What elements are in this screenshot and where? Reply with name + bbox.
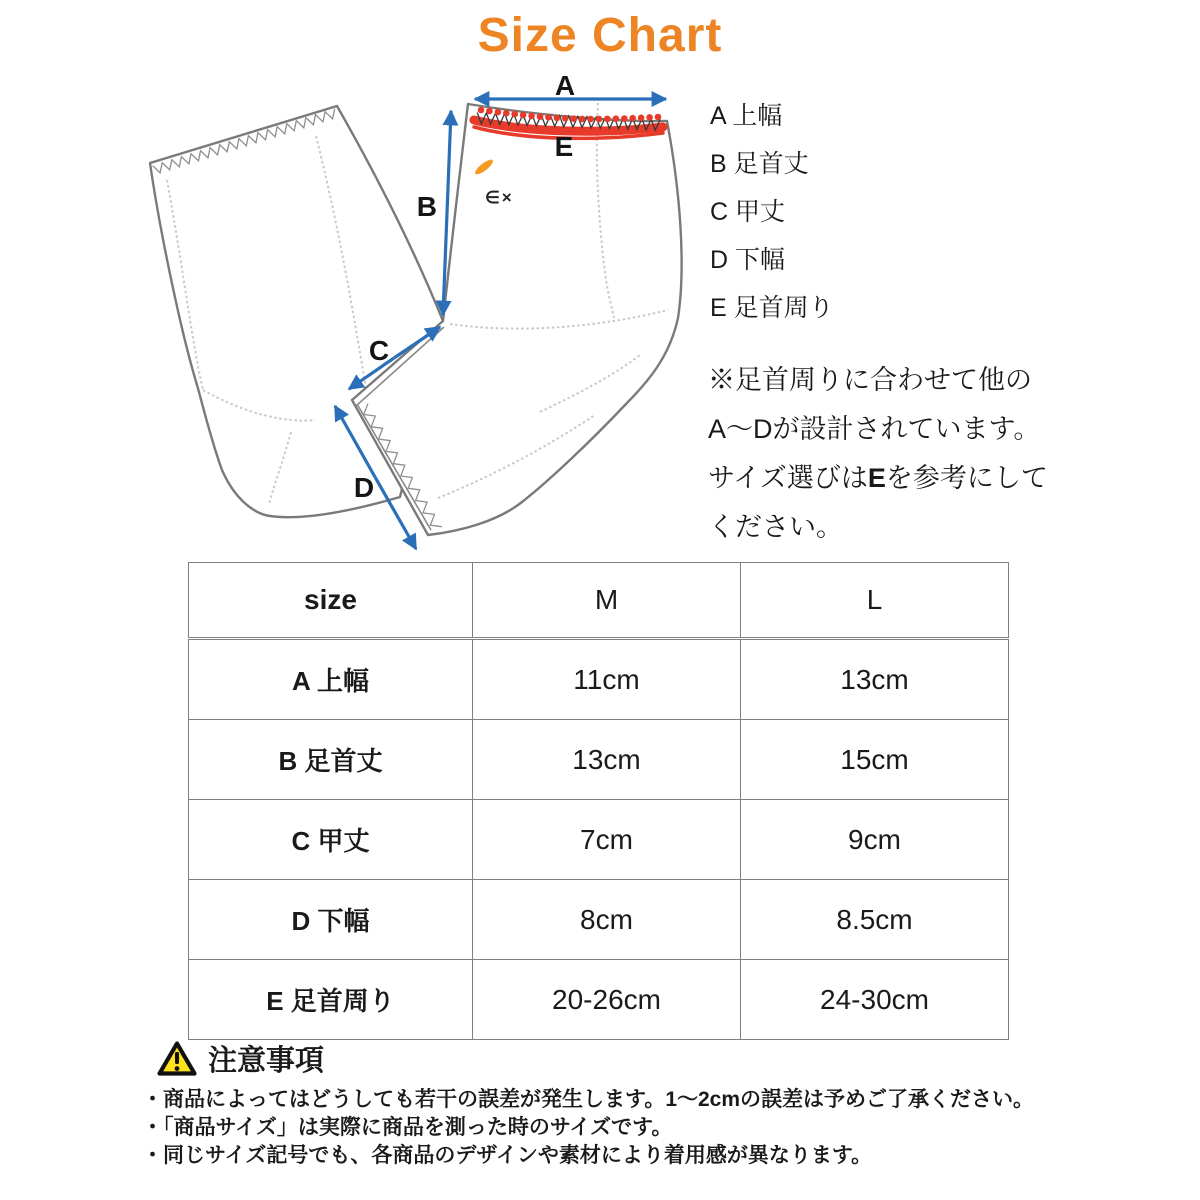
note-line: ※足首周りに合わせて他の [708, 365, 1032, 395]
table-header-size: size [189, 563, 473, 639]
label-a: A [554, 70, 576, 101]
notice-bullet: ・商品によってはどうしても若干の誤差が発生します。1〜2cmの誤差は予めご了承ください。 [142, 1088, 1035, 1111]
sock-measurement-diagram [115, 60, 715, 570]
notice-bullet: ・「商品サイズ」は実際に商品を測った時のサイズです。 [142, 1116, 673, 1139]
notice-heading [156, 1038, 324, 1079]
size-table [188, 562, 1009, 1040]
warning-icon [156, 1040, 198, 1078]
notice-heading-text: 注意事項 [208, 1045, 325, 1077]
table-header-l: L [741, 563, 1009, 639]
legend-item: E 足首周り [710, 294, 834, 322]
table-row: A 上幅 11cm 13cm [189, 639, 1009, 720]
label-c: C [368, 335, 390, 366]
legend-item: C 甲丈 [710, 198, 786, 226]
label-e: E [554, 131, 574, 162]
table-row: E 足首周り 20-26cm 24-30cm [189, 960, 1009, 1040]
measurement-legend [710, 92, 834, 332]
note-line: A〜Dが設計されています。 [708, 414, 1041, 444]
logo-text: ∈× [485, 188, 514, 207]
note-line: ください。 [708, 512, 843, 542]
legend-item: B 足首丈 [710, 150, 809, 178]
legend-item: D 下幅 [710, 246, 786, 274]
table-row: B 足首丈 13cm 15cm [189, 720, 1009, 800]
table-header-m: M [473, 563, 741, 639]
page-title: Size Chart [477, 9, 723, 62]
notice-bullet: ・同じサイズ記号でも、各商品のデザインや素材により着用感が異なります。 [142, 1144, 873, 1167]
note-line: サイズ選びはEを参考にして [708, 463, 1048, 493]
sizing-note [708, 356, 1178, 552]
label-d: D [353, 472, 375, 503]
table-row: C 甲丈 7cm 9cm [189, 800, 1009, 880]
notice-bullets [142, 1086, 1034, 1170]
table-header-row [189, 563, 1009, 639]
label-b: B [416, 191, 437, 222]
table-row: D 下幅 8cm 8.5cm [189, 880, 1009, 960]
legend-item: A 上幅 [710, 102, 783, 130]
